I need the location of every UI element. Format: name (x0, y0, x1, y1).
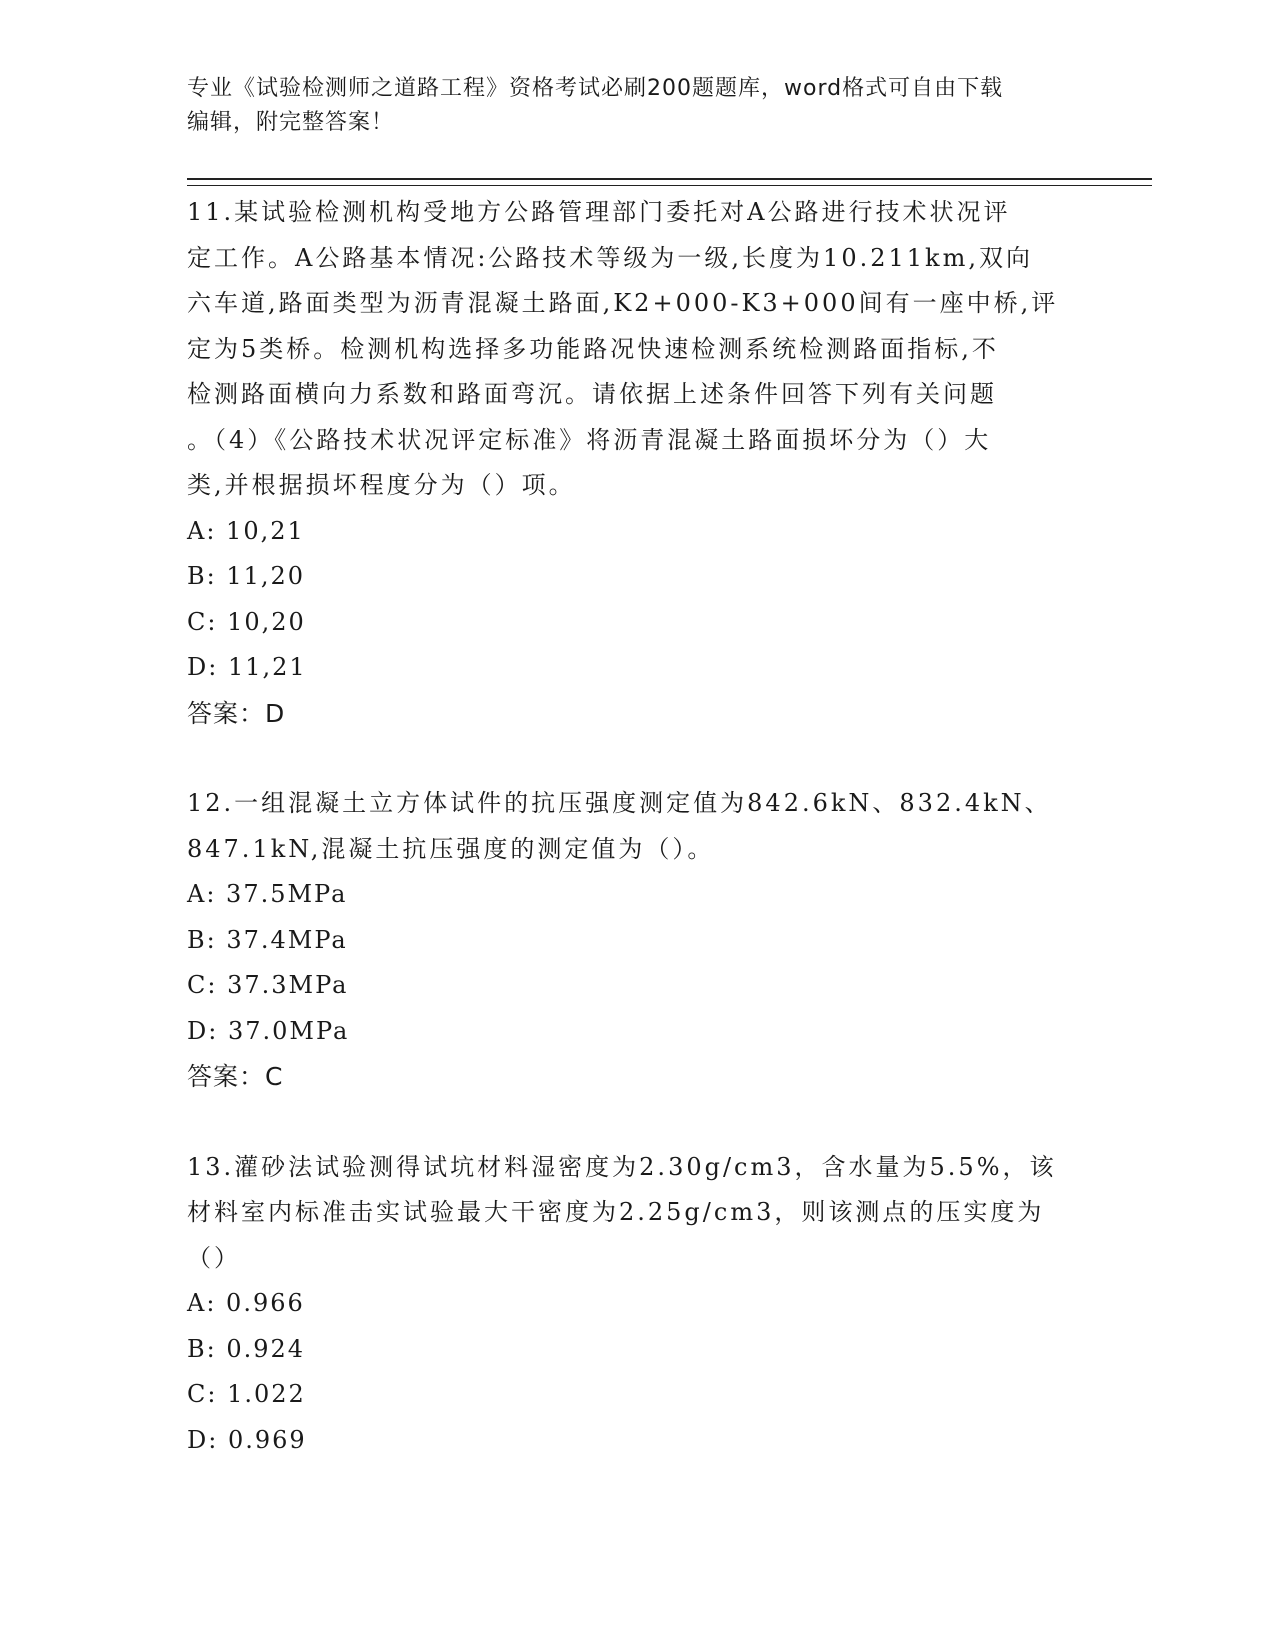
question-text-line: 定工作。A公路基本情况:公路技术等级为一级,长度为10.211km,双向 (187, 243, 1033, 272)
header-divider-thick (187, 178, 1152, 180)
header-title-line-1: 专业《试验检测师之道路工程》资格考试必刷200题题库，word格式可自由下载 (187, 76, 1004, 101)
question-text-line: 11.某试验检测机构受地方公路管理部门委托对A公路进行技术状况评 (187, 198, 1011, 226)
question-text-line: （） (187, 1243, 241, 1272)
question-spacer (187, 1100, 1087, 1145)
option-d: D: 11,21 (187, 653, 307, 681)
option-d: D: 0.969 (187, 1425, 307, 1454)
option-d: D: 37.0MPa (187, 1016, 350, 1045)
option-c: C: 37.3MPa (187, 971, 349, 999)
option-c: C: 1.022 (187, 1380, 306, 1408)
option-b: B: 0.924 (187, 1334, 306, 1363)
question-12 (187, 781, 1087, 1100)
question-text-line: 12.一组混凝土立方体试件的抗压强度测定值为842.6kN、832.4kN、 (187, 789, 1052, 817)
answer-label: 答案：D (187, 698, 286, 728)
question-spacer (187, 736, 1087, 781)
option-c: C: 10,20 (187, 607, 306, 636)
option-b: B: 11,20 (187, 562, 306, 590)
question-text-line: 13.灌砂法试验测得试坑材料湿密度为2.30g/cm3，含水量为5.5%，该 (187, 1152, 1057, 1181)
option-a: A: 10,21 (187, 516, 305, 545)
question-text-line: 检测路面横向力系数和路面弯沉。请依据上述条件回答下列有关问题 (187, 380, 997, 408)
option-b: B: 37.4MPa (187, 925, 348, 954)
question-text-line: 定为5类桥。检测机构选择多功能路况快速检测系统检测路面指标,不 (187, 334, 999, 363)
option-a: A: 0.966 (187, 1289, 305, 1317)
question-text-line: 847.1kN,混凝土抗压强度的测定值为（）。 (187, 834, 715, 863)
header-title-line-2: 编辑，附完整答案！ (187, 110, 395, 135)
question-text-line: 类,并根据损坏程度分为（）项。 (187, 471, 576, 499)
question-text-line: 。（4）《公路技术状况评定标准》将沥青混凝土路面损坏分为（）大 (187, 425, 992, 454)
question-text-line: 材料室内标准击实试验最大干密度为2.25g/cm3，则该测点的压实度为 (187, 1198, 1045, 1226)
option-a: A: 37.5MPa (187, 880, 348, 908)
question-list (187, 190, 1087, 1463)
question-text-line: 六车道,路面类型为沥青混凝土路面,K2+000-K3+000间有一座中桥,评 (187, 289, 1059, 317)
document-header (187, 72, 1087, 140)
answer-label: 答案：C (187, 1062, 284, 1091)
question-13 (187, 1145, 1087, 1464)
question-11 (187, 190, 1087, 736)
header-divider-thin (187, 185, 1152, 186)
